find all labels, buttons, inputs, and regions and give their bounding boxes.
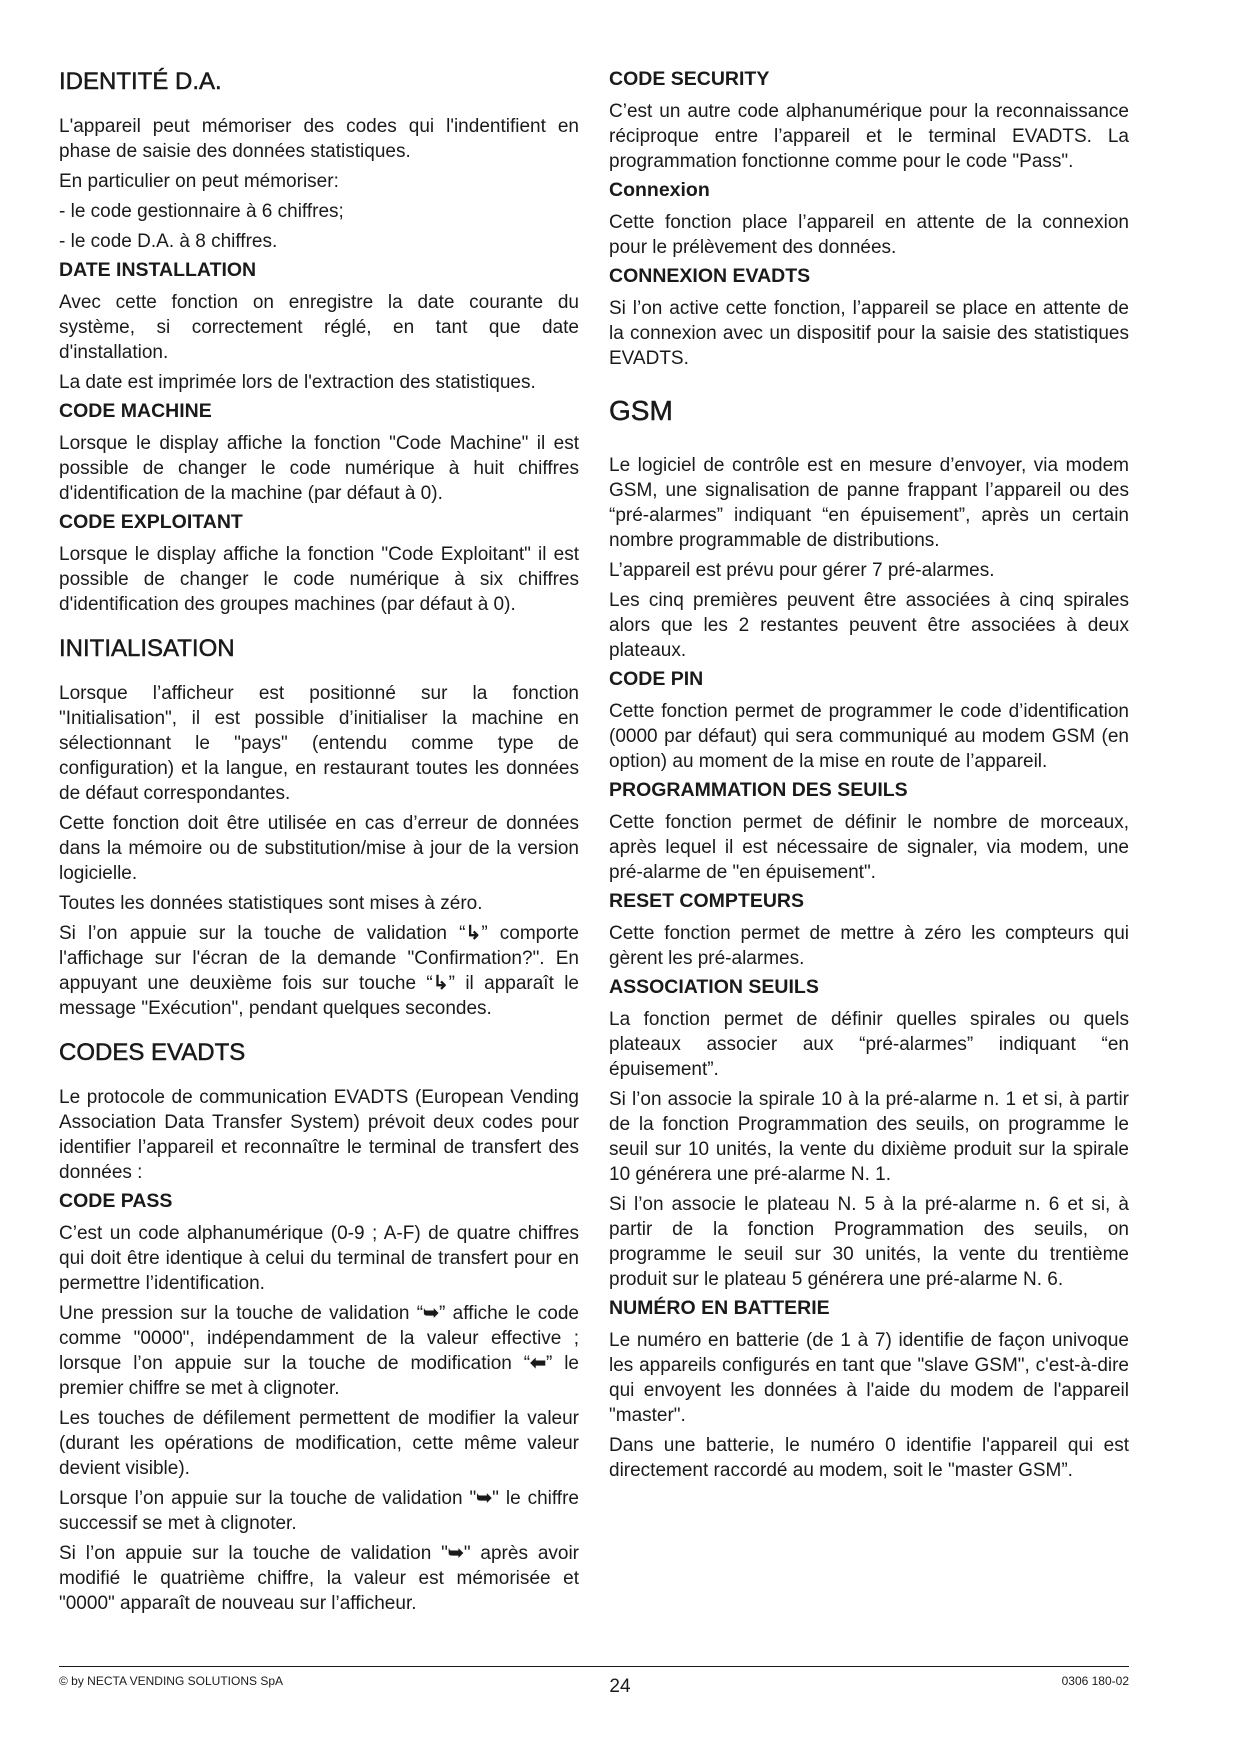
section-title-codes-evadts: CODES EVADTS <box>59 1039 246 1066</box>
list-item: - le code gestionnaire à 6 chiffres; <box>59 201 344 222</box>
paragraph <box>59 1541 579 1616</box>
paragraph: Dans une batterie, le numéro 0 identifie l'appareil qui est directement raccordé au modem, soit le "master GSM”. <box>609 1435 1129 1481</box>
text-run: Si l’on appuie sur la touche de validation " <box>59 1543 448 1564</box>
list-item: - le code D.A. à 8 chiffres. <box>59 231 278 252</box>
subsection-title-connexion-evadts: CONNEXION EVADTS <box>609 265 811 287</box>
paragraph: En particulier on peut mémoriser: <box>59 171 339 192</box>
paragraph <box>59 1486 579 1536</box>
modification-arrow-icon: ⬅ <box>530 1353 546 1374</box>
paragraph: C’est un code alphanumérique (0-9 ; A-F) de quatre chiffres qui doit être identique à celui du terminal de transfert pour en permettre l’identification. <box>59 1223 579 1294</box>
subsection-title-numero-batterie: NUMÉRO EN BATTERIE <box>609 1297 830 1319</box>
text-run: " après avoir modifié le quatrième chiffre, la valeur est mémorisée et "0000" apparaît de nouveau sur l’afficheur. <box>59 1543 580 1614</box>
paragraph: Lorsque le display affiche la fonction "Code Exploitant" il est possible de changer le code numérique à six chiffres d'identification des groupes machines (par défaut à 0). <box>59 544 579 615</box>
validation-arrow-icon: ➥ <box>476 1488 493 1509</box>
text-run: Si l’on appuie sur la touche de validation “ <box>59 923 466 944</box>
section-title-initialisation: INITIALISATION <box>59 635 235 662</box>
subsection-title-date-installation: DATE INSTALLATION <box>59 259 257 281</box>
text-run: Une pression sur la touche de validation “ <box>59 1303 424 1324</box>
paragraph: Si l’on active cette fonction, l’appareil se place en attente de la connexion avec un dispositif pour la saisie des statistiques EVADTS. <box>609 298 1129 369</box>
subsection-title-programmation-seuils: PROGRAMMATION DES SEUILS <box>609 779 908 801</box>
left-column <box>59 68 579 1621</box>
paragraph: Les touches de défilement permettent de modifier la valeur (durant les opérations de modification, cette même valeur devient visible). <box>59 1408 579 1479</box>
paragraph: L'appareil peut mémoriser des codes qui l'indentifient en phase de saisie des données statistiques. <box>59 116 579 162</box>
paragraph: Cette fonction permet de programmer le code d’identification (0000 par défaut) qui sera communiqué au modem GSM (en option) au moment de la mise en route de l’appareil. <box>609 701 1129 772</box>
text-run: ” affiche le code comme "0000", indépendamment de la valeur effective ; lorsque l’on appuie sur la touche de modification “ <box>59 1303 579 1374</box>
subsection-title-code-pass: CODE PASS <box>59 1190 173 1212</box>
paragraph: C’est un autre code alphanumérique pour la reconnaissance réciproque entre l’appareil et le terminal EVADTS. La programmation fonctionne comme pour le code "Pass". <box>609 101 1129 172</box>
subsection-title-connexion: Connexion <box>609 179 710 201</box>
section-title-identite: IDENTITÉ D.A. <box>59 68 222 95</box>
validation-arrow-icon: ➥ <box>447 1543 464 1564</box>
paragraph: Les cinq premières peuvent être associées à cinq spirales alors que les 2 restantes peuvent être associées à deux plateaux. <box>609 590 1129 661</box>
paragraph: Toutes les données statistiques sont mises à zéro. <box>59 893 483 914</box>
text-run: ” le premier chiffre se met à clignoter. <box>59 1353 579 1399</box>
document-code: 0306 180-02 <box>1061 1674 1129 1688</box>
paragraph: La date est imprimée lors de l'extraction des statistiques. <box>59 372 536 393</box>
subsection-title-code-exploitant: CODE EXPLOITANT <box>59 511 243 533</box>
validation-arrow-icon: ↳ <box>432 973 449 994</box>
paragraph: La fonction permet de définir quelles spirales ou quels plateaux associer aux “pré-alarmes” indiquant “en épuisement”. <box>609 1009 1129 1080</box>
subsection-title-code-pin: CODE PIN <box>609 668 704 690</box>
paragraph: Lorsque le display affiche la fonction "Code Machine" il est possible de changer le code numérique à huit chiffres d'identification de la machine (par défaut à 0). <box>59 433 579 504</box>
paragraph: Avec cette fonction on enregistre la date courante du système, si correctement réglé, en tant que date d'installation. <box>59 292 579 363</box>
paragraph <box>59 921 579 1021</box>
paragraph: Cette fonction doit être utilisée en cas d’erreur de données dans la mémoire ou de substitution/mise à jour de la version logicielle. <box>59 813 579 884</box>
validation-arrow-icon: ↳ <box>465 923 482 944</box>
paragraph: Cette fonction permet de définir le nombre de morceaux, après lequel il est nécessaire de signaler, via modem, une pré-alarme de "en épuisement". <box>609 812 1129 883</box>
footer-divider <box>59 1666 1129 1667</box>
paragraph: Cette fonction place l’appareil en attente de la connexion pour le prélèvement des données. <box>609 212 1129 258</box>
paragraph: Cette fonction permet de mettre à zéro les compteurs qui gèrent les pré-alarmes. <box>609 923 1129 969</box>
section-title-gsm: GSM <box>609 395 673 426</box>
paragraph: Le numéro en batterie (de 1 à 7) identifie de façon univoque les appareils configurés en tant que "slave GSM", c'est-à-dire qui envoyent les données à l'aide du modem de l'appareil "master". <box>609 1330 1129 1426</box>
paragraph: Si l’on associe le plateau N. 5 à la pré-alarme n. 6 et si, à partir de la fonction Programmation des seuils, on programme le seuil sur 30 unités, la vente du trentième produit sur le plateau 5 générera une pré-alarme N. 6. <box>609 1194 1129 1290</box>
text-run: ” comporte l'affichage sur l'écran de la demande "Confirmation?". En appuyant une deuxième fois sur touche “ <box>59 923 579 994</box>
page-number: 24 <box>609 1676 631 1697</box>
footer-copyright: © by NECTA VENDING SOLUTIONS SpA <box>59 1674 284 1688</box>
text-run: Lorsque l’on appuie sur la touche de validation " <box>59 1488 477 1509</box>
paragraph <box>59 1301 579 1401</box>
subsection-title-association-seuils: ASSOCIATION SEUILS <box>609 976 819 998</box>
paragraph: Le logiciel de contrôle est en mesure d’envoyer, via modem GSM, une signalisation de panne frappant l’appareil ou des “pré-alarmes” indiquant “en épuisement”, après un certain nombre programmable de distributions. <box>609 455 1129 551</box>
subsection-title-code-machine: CODE MACHINE <box>59 400 212 422</box>
right-column <box>609 68 1129 1488</box>
validation-arrow-icon: ➥ <box>423 1303 439 1324</box>
paragraph: Si l’on associe la spirale 10 à la pré-alarme n. 1 et si, à partir de la fonction Programmation des seuils, on programme le seuil sur 10 unités, la vente du dixième produit sur la spirale 10 générera une pré-alarme N. 1. <box>609 1089 1129 1185</box>
text-run: ” il apparaît le message "Exécution", pendant quelques secondes. <box>59 973 579 1019</box>
subsection-title-reset-compteurs: RESET COMPTEURS <box>609 890 805 912</box>
subsection-title-code-security: CODE SECURITY <box>609 68 770 90</box>
paragraph: Lorsque l’afficheur est positionné sur la fonction "Initialisation", il est possible d’initialiser la machine en sélectionnant le "pays" (entendu comme type de configuration) et la langue, en restaurant toutes les données de défaut correspondantes. <box>59 683 579 804</box>
text-run: " le chiffre successif se met à clignoter. <box>59 1488 579 1534</box>
paragraph: L’appareil est prévu pour gérer 7 pré-alarmes. <box>609 560 995 581</box>
paragraph: Le protocole de communication EVADTS (European Vending Association Data Transfer System) prévoit deux codes pour identifier l’appareil et reconnaître le terminal de transfert des données : <box>59 1087 579 1183</box>
